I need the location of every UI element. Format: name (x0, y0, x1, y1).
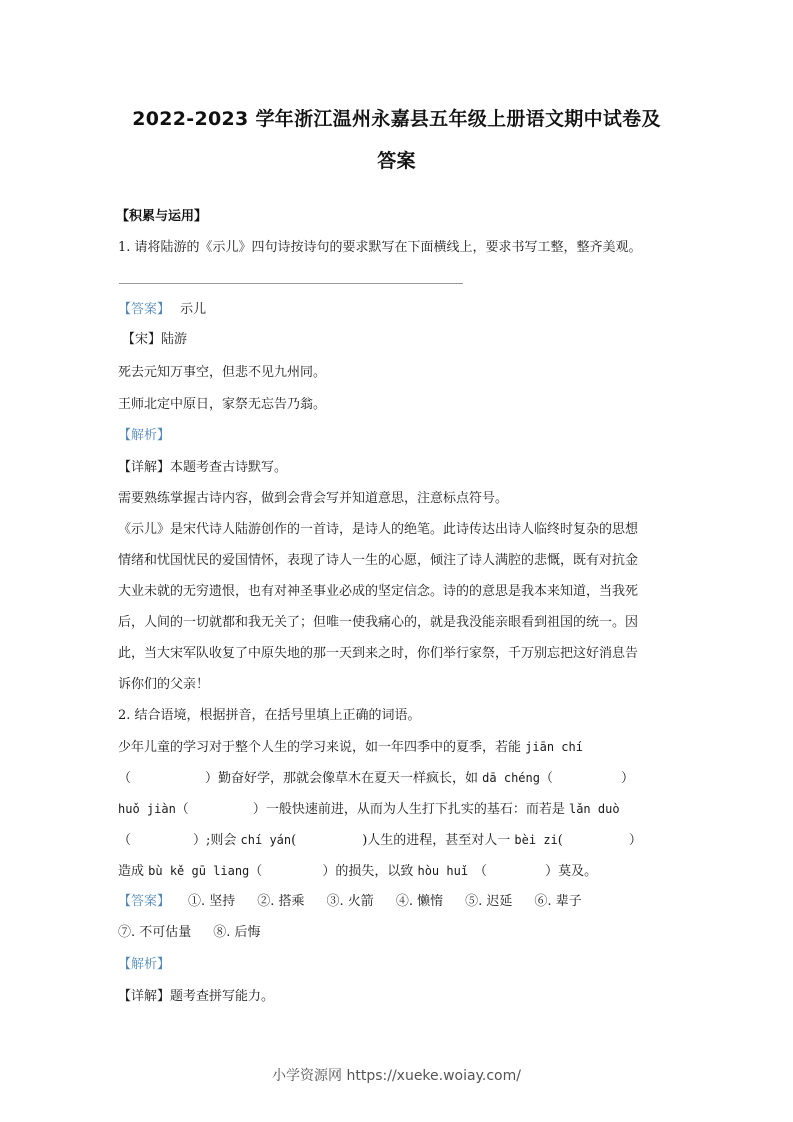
pinyin: bèi zi (514, 833, 558, 847)
answer-item: ⑥. 辈子 (534, 894, 582, 909)
pinyin: chí yán (240, 833, 292, 847)
q2-passage-line (118, 799, 620, 820)
poem-line-2: 王师北定中原日，家祭无忘告乃翁。 (118, 397, 327, 412)
passage-text: 一般快速前进，从而为人生打下扎实的基石：而若是 (265, 802, 569, 817)
q2-answer-row-2 (118, 923, 283, 943)
bracket-open: （ (118, 771, 132, 786)
document-title-line1: 2022-2023 学年浙江温州永嘉县五年级上册语文期中试卷及 (132, 108, 661, 130)
answer-item: ⑧. 后悔 (213, 925, 261, 940)
bracket-close: ） (628, 833, 642, 848)
analysis-label: 【解析】 (118, 428, 171, 443)
explanation-line: 大业未就的无穷遗恨，也有对神圣事业必成的坚定信念。诗的的意思是我本来知道，当我死 (118, 584, 639, 599)
passage-text: 莫及。 (558, 864, 598, 879)
pinyin: dā chéng (482, 771, 540, 785)
bracket-close: ） (322, 864, 336, 879)
q2-passage-line (118, 737, 583, 758)
answer-label: 【答案】 (118, 894, 171, 909)
pinyin: huǒ jiàn (118, 802, 176, 816)
pinyin: hòu huǐ (417, 864, 469, 878)
pinyin: lǎn duò (568, 802, 620, 816)
detail-line: 【详解】题考查拼写能力。 (118, 989, 275, 1004)
bracket-open: （ (118, 833, 132, 848)
explanation-line: 后，人间的一切就都和我无关了；但唯一使我痛心的，就是我没能亲眼看到祖国的统一。因 (118, 615, 639, 630)
bracket-open: （ (175, 802, 189, 817)
explanation-line: 此，当大宋军队收复了中原失地的那一天到来之时，你们举行家祭，千万别忘把这好消息告 (118, 646, 639, 661)
q1-answer-row (118, 300, 206, 320)
answer-rule-line (119, 283, 463, 284)
passage-text: 的损失，以致 (335, 864, 418, 879)
bracket-close: ） (193, 833, 207, 848)
passage-text: 造成 (118, 864, 149, 879)
answer-label: 【答案】 (118, 302, 171, 317)
bracket-close: ） (205, 771, 219, 786)
q1-prompt: 1. 请将陆游的《示儿》四句诗按诗句的要求默写在下面横线上，要求书写工整，整齐美观。 (118, 240, 642, 255)
bracket-close: ） (252, 802, 266, 817)
q2-prompt: 2. 结合语境，根据拼音，在括号里填上正确的词语。 (118, 708, 421, 723)
answer-item: ⑦. 不可估量 (118, 925, 192, 940)
answer-item: ④. 懒惰 (395, 894, 444, 909)
bracket-open: ( (557, 833, 563, 848)
explanation-line: 情绪和忧国忧民的爱国情怀，表现了诗人一生的心愿，倾注了诗人满腔的悲慨，既有对抗金 (118, 553, 639, 568)
answer-title: 示儿 (180, 302, 207, 317)
answer-item: ②. 搭乘 (257, 894, 305, 909)
answer-item: ①. 坚持 (188, 894, 236, 909)
bracket-close: ） (545, 864, 559, 879)
pinyin: bù kě gū liang (148, 864, 250, 878)
section-heading: 【积累与运用】 (116, 209, 208, 224)
q2-passage-line (118, 861, 597, 882)
analysis-label: 【解析】 (118, 957, 171, 972)
note-line: 需要熟练掌握古诗内容，做到会背会写并知道意思，注意标点符号。 (118, 491, 509, 506)
poem-line-1: 死去元知万事空，但悲不见九州同。 (118, 365, 327, 380)
bracket-open: （ (249, 864, 263, 879)
bracket-open: ( (291, 833, 297, 848)
pinyin: jiān chí (525, 740, 583, 754)
passage-text: 人生的进程，甚至对人一 (367, 833, 515, 848)
passage-text: 勤奋好学，那就会像草木在夏天一样疯长，如 (218, 771, 483, 786)
passage-text: 少年儿童的学习对于整个人生的学习来说，如一年四季中的夏季，若能 (118, 740, 526, 755)
bracket-close: ) (362, 833, 368, 848)
bracket-open: （ (474, 864, 488, 879)
bracket-open: （ (539, 771, 553, 786)
q2-passage-line (118, 830, 642, 851)
answer-item: ⑤. 迟延 (465, 894, 513, 909)
explanation-line: 《示儿》是宋代诗人陆游创作的一首诗，是诗人的绝笔。此诗传达出诗人临终时复杂的思想 (118, 522, 639, 537)
q2-passage-line (118, 768, 634, 789)
document-title-line2: 答案 (377, 150, 416, 172)
detail-line: 【详解】本题考查古诗默写。 (118, 460, 288, 475)
bracket-close: ） (620, 771, 634, 786)
author-line: 【宋】陆游 (122, 332, 188, 347)
explanation-line: 诉你们的父亲！ (118, 677, 210, 692)
answer-item: ③. 火箭 (326, 894, 374, 909)
passage-text: ;则会 (206, 833, 241, 848)
footer-watermark: 小学资源网 https://xueke.woiay.com/ (272, 1068, 521, 1084)
q2-answer-row (118, 892, 582, 912)
